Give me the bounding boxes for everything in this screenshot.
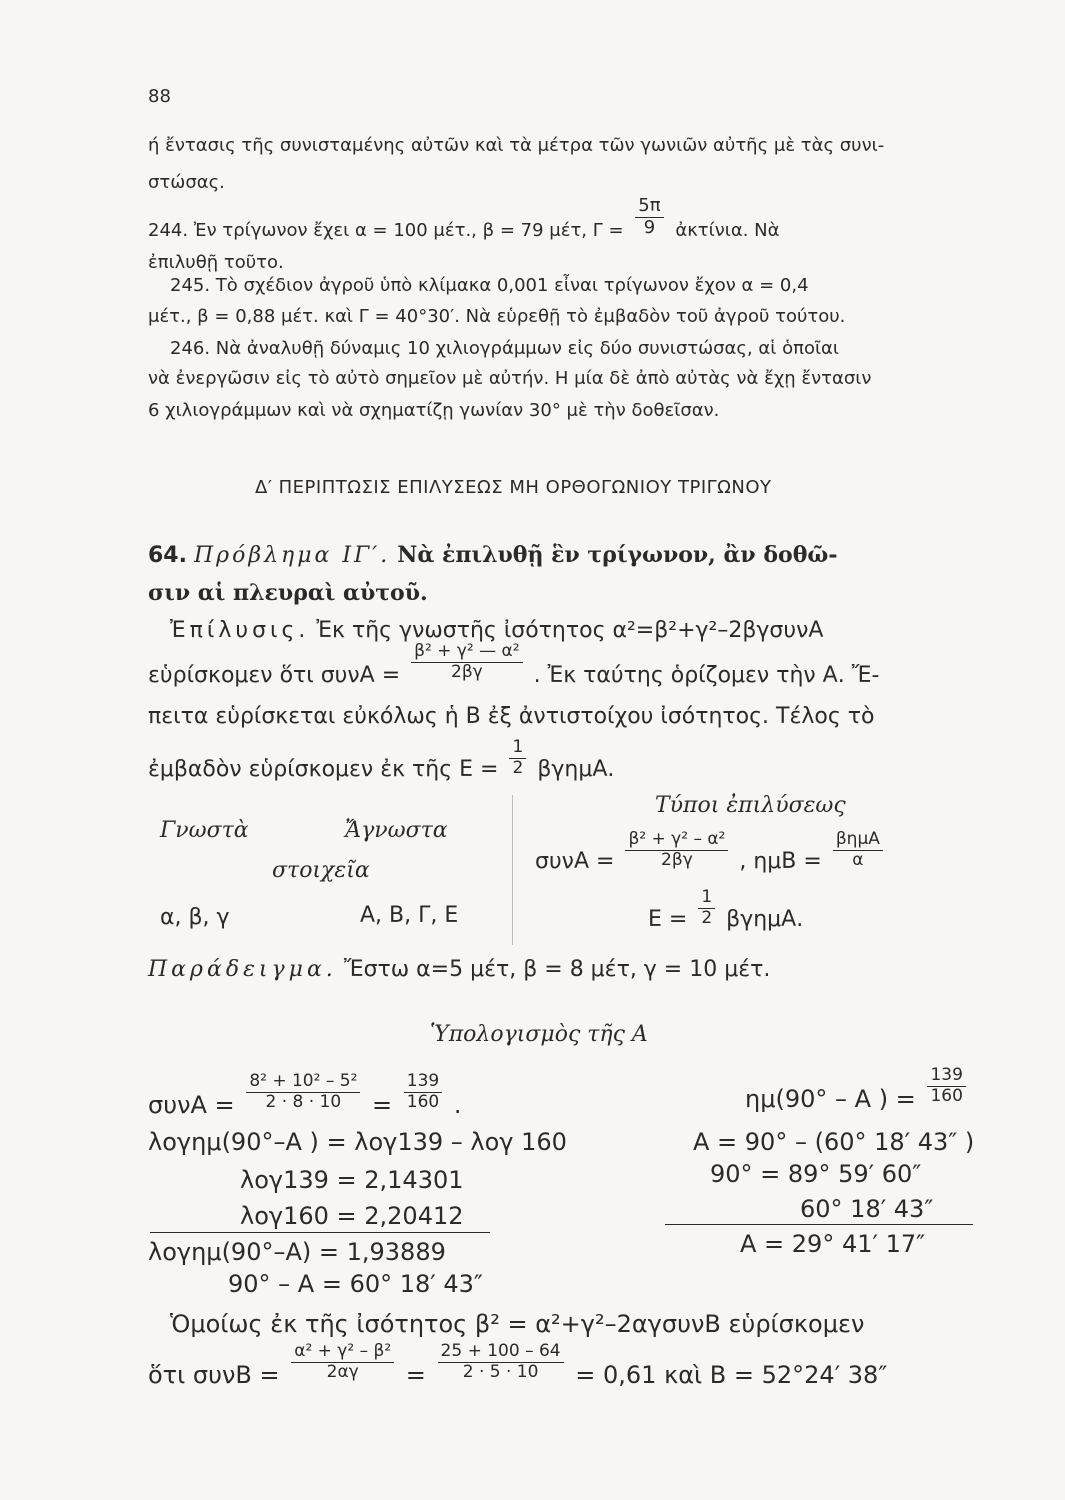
calc-line-6: 90° – Α = 60° 18′ 43″ xyxy=(228,1270,483,1298)
problem-number: 64. xyxy=(148,543,187,568)
table-header-unknown: Ἄγνωστα xyxy=(345,818,448,843)
problem-text: Νὰ ἐπιλυθῇ ἓν τρίγωνον, ἂν δοθῶ- xyxy=(397,542,838,568)
denominator: α xyxy=(852,849,864,870)
solution-line-3: πειτα εὑρίσκεται εὐκόλως ἡ Β ἐξ ἀντιστοίχου ἰσότητος. Τέλος τὸ xyxy=(148,704,875,729)
calc-text: ὅτι συνΒ = xyxy=(148,1361,280,1390)
solution-line-4 xyxy=(148,737,615,783)
numerator: βημΑ xyxy=(833,830,883,851)
paragraph-line: ή ἔντασις τῆς συνισταμένης αὐτῶν καὶ τὰ μέτρα τῶν γωνιῶν αὐτῆς μὲ τὰς συνι- xyxy=(148,135,885,156)
fraction xyxy=(635,196,663,238)
denominator: 9 xyxy=(643,216,656,238)
table-header-known: Γνωστὰ xyxy=(160,818,249,843)
calc-line-2: λογημ(90°–Α ) = λογ139 – λογ 160 xyxy=(148,1128,567,1156)
calc-title: Ὑπολογισμὸς τῆς Α xyxy=(430,1022,648,1047)
example-label: Παράδειγμα. xyxy=(148,957,337,982)
calc-right-3: 90° = 89° 59′ 60″ xyxy=(710,1160,922,1188)
formula-text: βγημΑ. xyxy=(726,907,804,933)
calc-right-2: Α = 90° – (60° 18′ 43″ ) xyxy=(693,1128,975,1156)
calc-text: = xyxy=(372,1091,393,1120)
exercise-244-text-end: ἀκτίνια. Νὰ xyxy=(675,220,780,242)
table-header-formulas: Τύποι ἐπιλύσεως xyxy=(655,793,846,818)
numerator: 139 xyxy=(404,1072,442,1093)
denominator: 2βγ xyxy=(661,849,693,870)
fraction xyxy=(291,1342,394,1382)
solution-text: ἐμβαδὸν εὑρίσκομεν ἐκ τῆς Ε = xyxy=(148,757,499,783)
calc-right-1 xyxy=(745,1065,970,1114)
exercise-244-text: 244. Ἐν τρίγωνον ἔχει α = 100 μέτ., β = 79 μέτ, Γ = xyxy=(148,220,624,242)
problem-text-line-2: σιν αἱ πλευραὶ αὐτοῦ. xyxy=(148,580,428,606)
fraction xyxy=(698,888,715,928)
solution-text: Ἐκ τῆς γνωστῆς ἰσότητος α²=β²+γ²–2βγσυνΑ xyxy=(316,618,824,643)
numerator: β² + γ² — α² xyxy=(411,642,522,663)
fraction xyxy=(509,738,526,778)
fraction xyxy=(411,642,522,682)
numerator: β² + γ² – α² xyxy=(625,830,728,851)
fraction xyxy=(833,830,883,870)
formula-text: , ημΒ = xyxy=(739,849,822,875)
denominator: 2 · 5 · 10 xyxy=(462,1361,539,1382)
denominator: 2βγ xyxy=(451,661,483,682)
fraction xyxy=(404,1072,442,1112)
calc-text: συνΑ = xyxy=(148,1091,235,1120)
solution-label: Ἐπίλυσις. xyxy=(170,618,310,643)
calc-line-7: Ὁμοίως ἐκ τῆς ἰσότητος β² = α²+γ²–2αγσυνΒ εὑρίσκομεν xyxy=(170,1310,865,1338)
calc-text: . xyxy=(453,1091,462,1120)
calc-line-3: λογ139 = 2,14301 xyxy=(240,1166,464,1194)
exercise-246-line-2: νὰ ἐνεργῶσιν εἰς τὸ αὐτὸ σημεῖον μὲ αὐτήν. Η μία δὲ ἀπὸ αὐτὰς νὰ ἔχῃ ἔντασιν xyxy=(148,368,872,389)
calc-line-5: λογημ(90°–Α) = 1,93889 xyxy=(148,1238,446,1266)
denominator: 2 · 8 · 10 xyxy=(265,1091,342,1112)
exercise-244-line-2: ἐπιλυθῇ τοῦτο. xyxy=(148,252,284,273)
calc-text: = xyxy=(405,1361,426,1390)
table-divider xyxy=(512,795,513,945)
problem-heading xyxy=(148,542,837,568)
denominator: 160 xyxy=(930,1085,963,1106)
exercise-245-line-1: 245. Τὸ σχέδιον ἀγροῦ ὑπὸ κλίμακα 0,001 εἶναι τρίγωνον ἔχον α = 0,4 xyxy=(170,275,809,296)
problem-label: Πρόβλημα ΙΓ′. xyxy=(193,543,391,568)
solution-line-2 xyxy=(148,641,880,689)
fraction xyxy=(246,1072,360,1112)
fraction xyxy=(927,1066,965,1106)
paragraph-line: στώσας. xyxy=(148,172,225,193)
numerator: 139 xyxy=(927,1066,965,1087)
denominator: 160 xyxy=(406,1091,440,1112)
fraction xyxy=(438,1342,564,1382)
solution-text-end: . Ἐκ ταύτης ὁρίζομεν τὴν Α. Ἔ- xyxy=(533,663,880,689)
exercise-244 xyxy=(148,195,780,242)
formula-text: Ε = xyxy=(648,907,688,933)
fraction xyxy=(625,830,728,870)
table-known-values: α, β, γ xyxy=(160,905,230,930)
exercise-246-line-1: 246. Νὰ ἀναλυθῇ δύναμις 10 χιλιογράμμων εἰς δύο συνιστώσας, αἱ ὁποῖαι xyxy=(170,338,840,359)
calc-right-4: 60° 18′ 43″ xyxy=(800,1195,934,1223)
calc-text: ημ(90° – Α ) = xyxy=(745,1085,916,1114)
example-line xyxy=(148,957,770,982)
table-header-elements: στοιχεῖα xyxy=(272,858,370,883)
numerator: 1 xyxy=(509,738,526,759)
solution-text: εὑρίσκομεν ὅτι συνΑ = xyxy=(148,663,401,689)
solution-text-end: βγημΑ. xyxy=(537,757,615,783)
calc-line-1 xyxy=(148,1071,462,1120)
formula-2 xyxy=(648,887,804,933)
section-title: Δ′ ΠΕΡΙΠΤΩΣΙΣ ΕΠΙΛΥΣΕΩΣ ΜΗ ΟΡΘΟΓΩΝΙΟΥ ΤΡΙΓΩΝΟΥ xyxy=(255,477,772,498)
numerator: α² + γ² – β² xyxy=(291,1342,394,1363)
example-text: Ἔστω α=5 μέτ, β = 8 μέτ, γ = 10 μέτ. xyxy=(343,957,771,982)
denominator: 2αγ xyxy=(326,1361,359,1382)
calc-text: = 0,61 καὶ Β = 52°24′ 38″ xyxy=(575,1361,888,1390)
calc-line-4: λογ160 = 2,20412 xyxy=(240,1202,464,1230)
denominator: 2 xyxy=(701,907,713,928)
calc-underline-right xyxy=(665,1224,973,1225)
numerator: 1 xyxy=(698,888,715,909)
table-unknown-values: Α, Β, Γ, Ε xyxy=(360,903,459,928)
numerator: 25 + 100 – 64 xyxy=(438,1342,564,1363)
exercise-246-line-3: 6 χιλιογράμμων καὶ νὰ σχηματίζῃ γωνίαν 30° μὲ τὴν δοθεῖσαν. xyxy=(148,400,720,421)
formula-1 xyxy=(535,829,887,875)
calc-underline-left xyxy=(150,1232,490,1233)
denominator: 2 xyxy=(512,757,524,778)
exercise-245-line-2: μέτ., β = 0,88 μέτ. καὶ Γ = 40°30′. Νὰ εὑρεθῇ τὸ ἐμβαδὸν τοῦ ἀγροῦ τούτου. xyxy=(148,306,846,327)
calc-line-8 xyxy=(148,1341,888,1390)
formula-text: συνΑ = xyxy=(535,849,615,875)
solution-line-1 xyxy=(170,618,823,643)
numerator: 5π xyxy=(635,196,663,218)
numerator: 8² + 10² – 5² xyxy=(246,1072,360,1093)
calc-right-5: Α = 29° 41′ 17″ xyxy=(740,1230,926,1258)
page-number: 88 xyxy=(148,86,171,107)
